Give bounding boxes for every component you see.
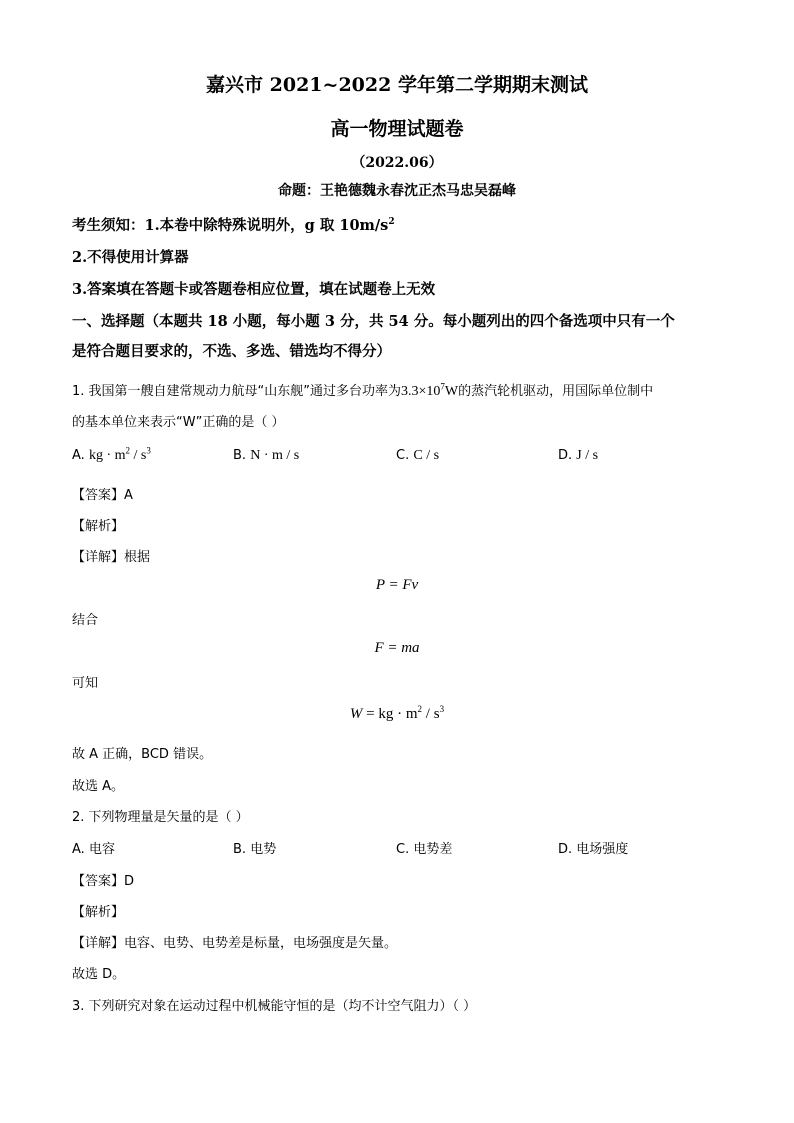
q1-option-d [558,448,598,464]
option-text: N · m / s [250,448,300,463]
option-text: C / s [413,448,440,463]
option-text: 电容 [88,842,115,857]
notice-sup: 2 [388,217,395,228]
option-letter: A. [72,448,85,463]
section-heading-line-1: 一、选择题（本题共 18 小题，每小题 3 分，共 54 分。每小题列出的四个备选项中只有一个 [72,313,675,330]
eq-rhs-part: = kg · m [362,706,418,722]
option-text: 电场强度 [576,842,629,857]
option-sup: 2 [125,445,130,456]
eq-rhs-part: / s [422,706,440,722]
q2-option-c [396,838,452,857]
answer-value: A [124,488,133,503]
q2-analysis-tag: 【解析】 [72,905,125,920]
option-sup: 3 [146,445,151,456]
option-text [88,445,151,463]
section-heading-line-2: 是符合题目要求的，不选、多选、错选均不得分） [72,343,391,360]
q1-stem-b: 的蒸汽轮机驱动，用国际单位制中 [458,384,654,399]
q1-option-c [396,448,439,464]
q1-power [401,381,459,399]
q2-option-d [558,838,628,857]
q1-option-a [72,445,151,464]
option-text: J / s [576,448,599,463]
q1-stem-line-1 [72,380,653,400]
option-text: 电势差 [413,842,453,857]
option-letter: D. [558,448,573,463]
notice-line-3: 3.答案填在答题卡或答题卷相应位置，填在试题卷上无效 [72,281,436,298]
answer-tag: 【答案】 [72,488,125,503]
option-text-part: kg · m [88,448,126,463]
option-letter: B. [233,448,247,463]
q1-option-b [233,448,299,464]
answer-value: D [124,874,135,889]
answer-tag: 【答案】 [72,874,125,889]
eq-sup: 2 [417,704,423,714]
eq-sup: 3 [439,704,445,714]
q1-power-base: 3.3×10 [401,384,441,399]
option-text-part: / s [130,448,147,463]
q2-answer [72,870,134,889]
q1-answer [72,484,133,503]
q2-stem: 2. 下列物理量是矢量的是（ ） [72,810,249,825]
q1-equation-2: F = ma [374,640,420,656]
notice-line-2: 2.不得使用计算器 [72,249,189,266]
option-letter: D. [558,842,573,857]
q1-equation-3 [0,706,794,723]
detail-tag: 【详解】 [72,550,125,565]
q1-analysis-tag: 【解析】 [72,519,125,534]
option-text: 电势 [250,842,277,857]
q2-option-b [233,838,276,857]
q1-stem-line-2: 的基本单位来表示“W”正确的是（ ） [72,415,285,430]
notice-text: 考生须知：1.本卷中除特殊说明外，g 取 10m/s [72,217,389,234]
exam-authors: 命题：王艳德魏永春沈正杰马忠吴磊峰 [278,183,516,199]
exam-title: 嘉兴市 2021~2022 学年第二学期期末测试 [206,74,588,96]
q1-known-text: 可知 [72,676,99,691]
q2-option-a [72,838,115,857]
notice-line-1 [72,214,395,235]
option-letter: C. [396,842,410,857]
q1-detail [72,546,150,565]
q2-choose: 故选 D。 [72,967,126,982]
q1-power-exp: 7 [440,381,445,392]
exam-subtitle: 高一物理试题卷 [330,118,464,140]
q2-detail [72,932,397,951]
eq-rhs [362,706,444,722]
option-letter: B. [233,842,247,857]
detail-text: 根据 [124,550,151,565]
exam-date: （2022.06） [351,155,443,171]
q1-conclusion: 故 A 正确，BCD 错误。 [72,747,213,762]
eq-lhs: W [349,706,363,722]
q1-stem-a: 1. 我国第一艘自建常规动力航母“山东舰”通过多台功率为 [72,384,402,399]
option-letter: A. [72,842,85,857]
q1-equation-1: P = Fv [375,577,419,593]
q1-power-unit: W [444,384,459,399]
detail-text: 电容、电势、电势差是标量，电场强度是矢量。 [124,936,398,951]
detail-tag: 【详解】 [72,936,125,951]
q1-choose: 故选 A。 [72,779,125,794]
q3-stem: 3. 下列研究对象在运动过程中机械能守恒的是（均不计空气阻力）（ ） [72,999,477,1014]
q1-combine-text: 结合 [72,613,99,628]
option-letter: C. [396,448,410,463]
